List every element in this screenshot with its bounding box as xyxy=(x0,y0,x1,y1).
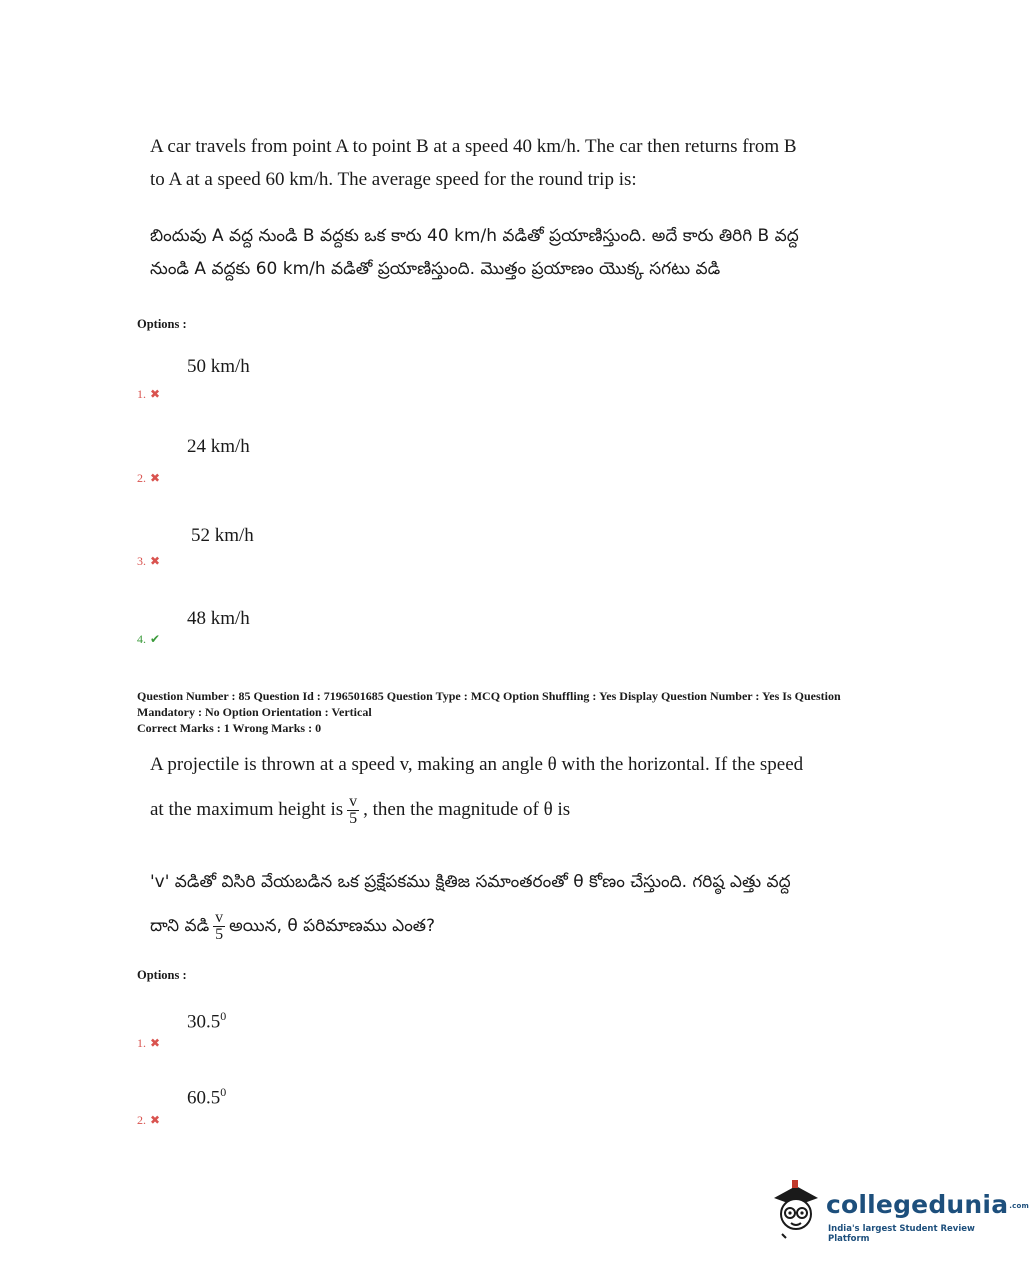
option-text: 24 km/h xyxy=(187,436,250,457)
option-number: 4. ✔ xyxy=(137,632,161,646)
question-85-text xyxy=(150,748,840,781)
question-84-telugu xyxy=(150,220,840,286)
option-text: 60.5$^0$ xyxy=(187,1085,227,1109)
options-label: Options : xyxy=(137,317,187,331)
collegedunia-logo xyxy=(766,1176,1029,1246)
option-number: 2. ✖ xyxy=(137,1113,161,1127)
question-telugu-line: 'v' వడితో విసిరి వేయబడిన ఒక ప్రక్షేపకము క్షితిజ సమాంతరంతో θ కోణం చేస్తుంది. గరిష్ఠ ఎత్తు వద్ద xyxy=(150,872,791,892)
fraction: $\frac{v}{5}$ xyxy=(349,793,358,828)
wrong-icon: ✖ xyxy=(150,1036,161,1050)
option-number: 3. ✖ xyxy=(137,554,161,568)
question-english-line: A projectile is thrown at a speed v, making an angle θ with the horizontal. If the speed xyxy=(150,754,804,775)
option-text: 50 km/h xyxy=(187,356,250,377)
question-telugu-line: నుండి A వద్దకు 60 km/h వడితో ప్రయాణిస్తుంది. మొత్తం ప్రయాణం యొక్క సగటు వడి xyxy=(150,259,721,279)
question-english-line: to A at a speed 60 km/h. The average speed for the round trip is: xyxy=(150,169,637,190)
options-label: Options : xyxy=(137,968,187,982)
logo-name: collegedunia.com xyxy=(826,1190,1029,1219)
option-text: 52 km/h xyxy=(191,525,254,546)
question-english-line: A car travels from point A to point B at a speed 40 km/h. The car then returns from B xyxy=(150,136,797,157)
wrong-icon: ✖ xyxy=(150,554,161,568)
logo-tagline: India's largest Student Review Platform xyxy=(828,1224,975,1244)
question-84-text xyxy=(150,130,840,196)
option-number: 1. ✖ xyxy=(137,1036,161,1050)
question-85-line2: at the maximum height is $\frac{v}{5}$ , then the magnitude of θ is xyxy=(150,793,571,828)
option-text: 30.5$^0$ xyxy=(187,1009,227,1033)
option-text: 48 km/h xyxy=(187,608,250,629)
mascot-icon xyxy=(766,1176,826,1246)
wrong-icon: ✖ xyxy=(150,387,161,401)
question-meta: Question Number : 85 Question Id : 7196501685 Question Type : MCQ Option Shuffling : Yes Display Question Number : Yes Is Question Mandatory : No Option Orientation : Vertical Correct Marks : 1 Wrong Marks : 0 xyxy=(137,689,841,735)
check-icon: ✔ xyxy=(150,632,161,646)
option-number: 2. ✖ xyxy=(137,471,161,485)
wrong-icon: ✖ xyxy=(150,1113,161,1127)
fraction: $\frac{v}{5}$ xyxy=(215,908,224,943)
wrong-icon: ✖ xyxy=(150,471,161,485)
question-85-telugu xyxy=(150,866,840,899)
question-85-telugu-line2: దాని వడి $\frac{v}{5}$ అయిన, θ పరిమాణము ఎంత? xyxy=(150,908,436,943)
option-number: 1. ✖ xyxy=(137,387,161,401)
question-telugu-line: బిందువు A వద్ద నుండి B వద్దకు ఒక కారు 40 km/h వడితో ప్రయాణిస్తుంది. అదే కారు తిరిగి B వద్ద xyxy=(150,226,799,246)
